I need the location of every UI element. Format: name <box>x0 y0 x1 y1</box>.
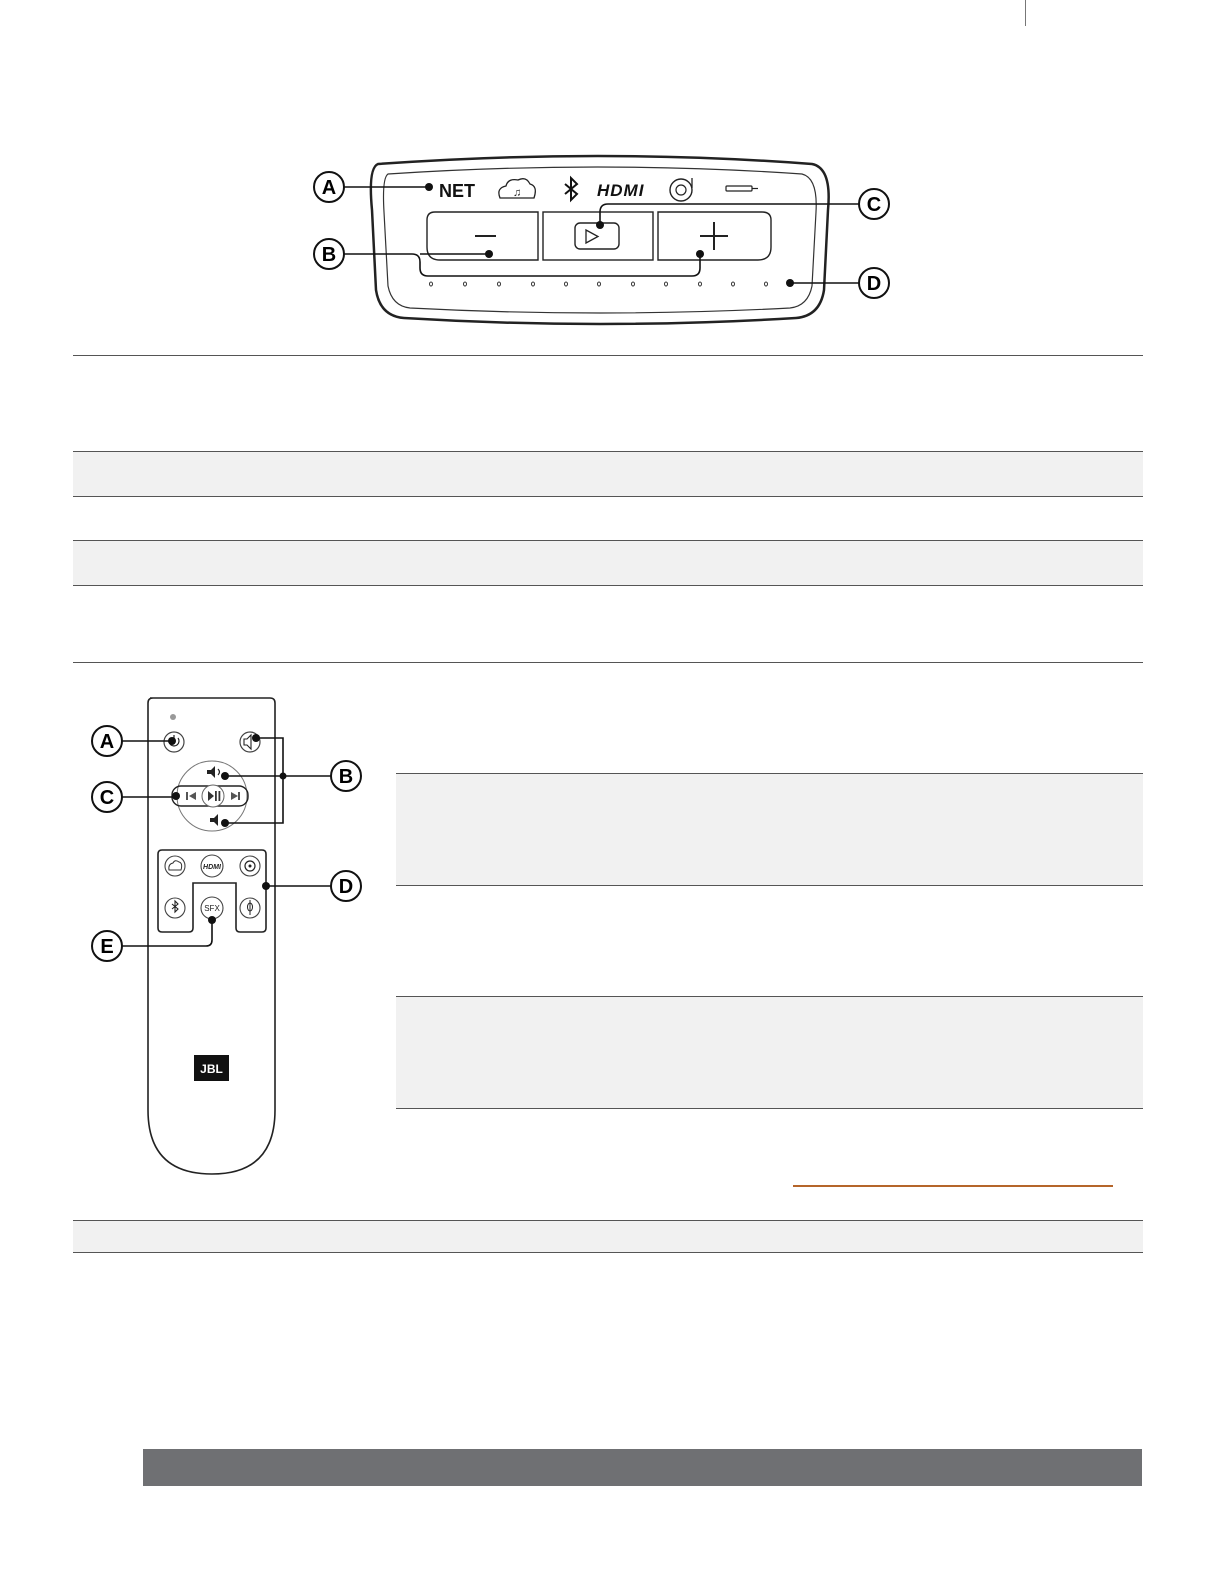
hdmi-icon <box>201 855 223 877</box>
svg-text:HDMI: HDMI <box>203 864 221 871</box>
turntable-icon <box>240 856 260 876</box>
play-pause-icon <box>202 785 224 807</box>
sfx-button <box>201 897 223 919</box>
callout-a-label: A <box>321 177 337 199</box>
table2-rule-4 <box>396 1108 1143 1109</box>
table1-rule-4 <box>73 540 1143 541</box>
table1-row-4 <box>73 541 1143 585</box>
callout-c-label: C <box>866 194 882 216</box>
net-label: NET <box>439 181 475 201</box>
remote-callout-d-label: D <box>338 876 354 898</box>
table1-rule-5 <box>73 585 1143 586</box>
mic-icon <box>240 898 260 918</box>
remote-callout-e-label: E <box>100 936 114 958</box>
page-edge-rule <box>1025 0 1026 26</box>
remote-callout-c-label: C <box>99 787 115 809</box>
table2-row-3 <box>396 997 1143 1108</box>
play-source-button <box>543 212 653 260</box>
bluetooth-icon <box>165 898 185 918</box>
svg-text:SFX: SFX <box>204 904 220 913</box>
remote-led <box>170 714 176 720</box>
table1-row-2 <box>73 452 1143 496</box>
table2-rule-3 <box>396 996 1143 997</box>
table3-row-1 <box>73 1221 1143 1252</box>
callout-b-label: B <box>321 244 337 266</box>
remote-callout-a-label: A <box>99 731 115 753</box>
hdmi-logo: HDMI <box>597 181 645 200</box>
footer-bar <box>143 1449 1142 1486</box>
callout-d-label: D <box>866 273 882 295</box>
remote-illustration <box>80 690 380 1190</box>
svg-text:JBL: JBL <box>200 1062 223 1076</box>
table2-row-1 <box>396 774 1143 885</box>
table1-rule-2 <box>73 451 1143 452</box>
table1-bottom-rule <box>73 662 1143 663</box>
volume-up-button <box>658 212 771 260</box>
table2-rule-2 <box>396 885 1143 886</box>
volume-down-button <box>427 212 538 260</box>
table2-rule-1 <box>396 773 1143 774</box>
table3-rule-top <box>73 1220 1143 1221</box>
table3-rule-bottom <box>73 1252 1143 1253</box>
table1-top-rule <box>73 355 1143 356</box>
remote-callout-b-label: B <box>338 766 354 788</box>
svg-text:♫: ♫ <box>513 187 522 199</box>
cloud-music-icon <box>165 856 185 876</box>
top-panel-illustration <box>300 150 900 330</box>
table1-rule-3 <box>73 496 1143 497</box>
link-underline[interactable] <box>793 1185 1113 1187</box>
